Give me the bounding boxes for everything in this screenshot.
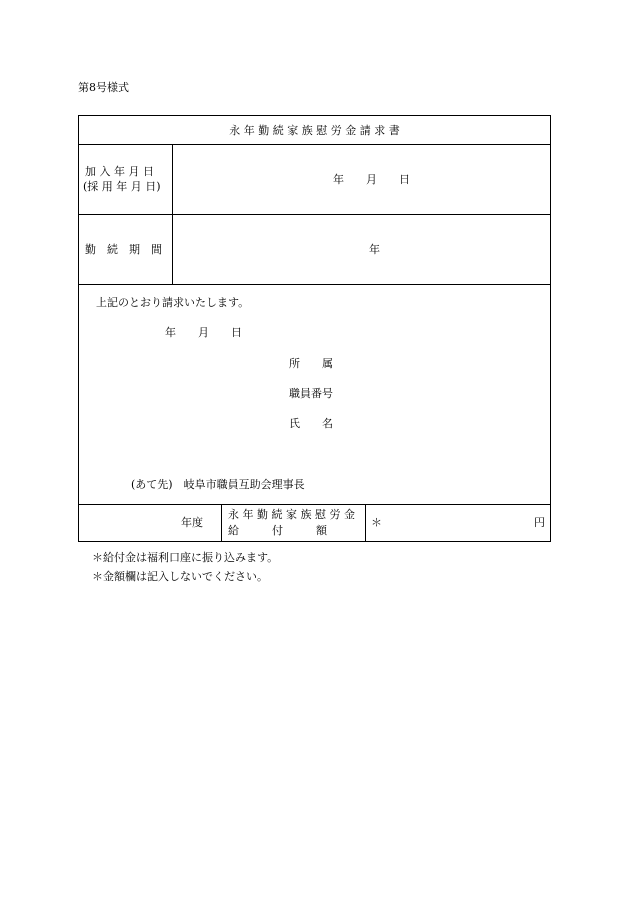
request-statement: 上記のとおり請求いたします。 xyxy=(96,296,250,309)
divider xyxy=(79,284,550,285)
form-title: 永 年 勤 続 家 族 慰 労 金 請 求 書 xyxy=(229,124,400,137)
service-period-field[interactable]: 年 xyxy=(369,243,380,256)
amount-label-line2: 給 付 額 xyxy=(228,524,327,537)
employee-number-label: 職員番号 xyxy=(289,387,333,400)
name-label: 氏 名 xyxy=(289,417,333,430)
hire-date-label: (採 用 年 月 日) xyxy=(83,180,161,193)
note-amount: ＊金額欄は記入しないでください。 xyxy=(92,570,268,583)
service-period-label: 勤 続 期 間 xyxy=(85,243,162,256)
addressee: (あて先) 岐阜市職員互助会理事長 xyxy=(131,478,305,491)
form-number: 第8号様式 xyxy=(78,81,129,94)
request-date-field[interactable]: 年 月 日 xyxy=(165,326,242,339)
amount-label-line1: 永 年 勤 続 家 族 慰 労 金 xyxy=(228,508,355,521)
affiliation-label: 所 属 xyxy=(289,357,333,370)
claim-form xyxy=(78,115,551,542)
divider xyxy=(79,144,550,145)
divider xyxy=(365,504,366,541)
join-date-label: 加 入 年 月 日 xyxy=(85,165,154,178)
fiscal-year-label: 年度 xyxy=(181,516,203,529)
join-date-field[interactable]: 年 月 日 xyxy=(333,173,410,186)
divider xyxy=(79,214,550,215)
divider xyxy=(79,504,550,505)
currency-unit: 円 xyxy=(534,516,545,529)
note-transfer: ＊給付金は福利口座に振り込みます。 xyxy=(92,551,279,564)
divider xyxy=(172,144,173,284)
amount-asterisk: ＊ xyxy=(371,516,382,529)
divider xyxy=(221,504,222,541)
